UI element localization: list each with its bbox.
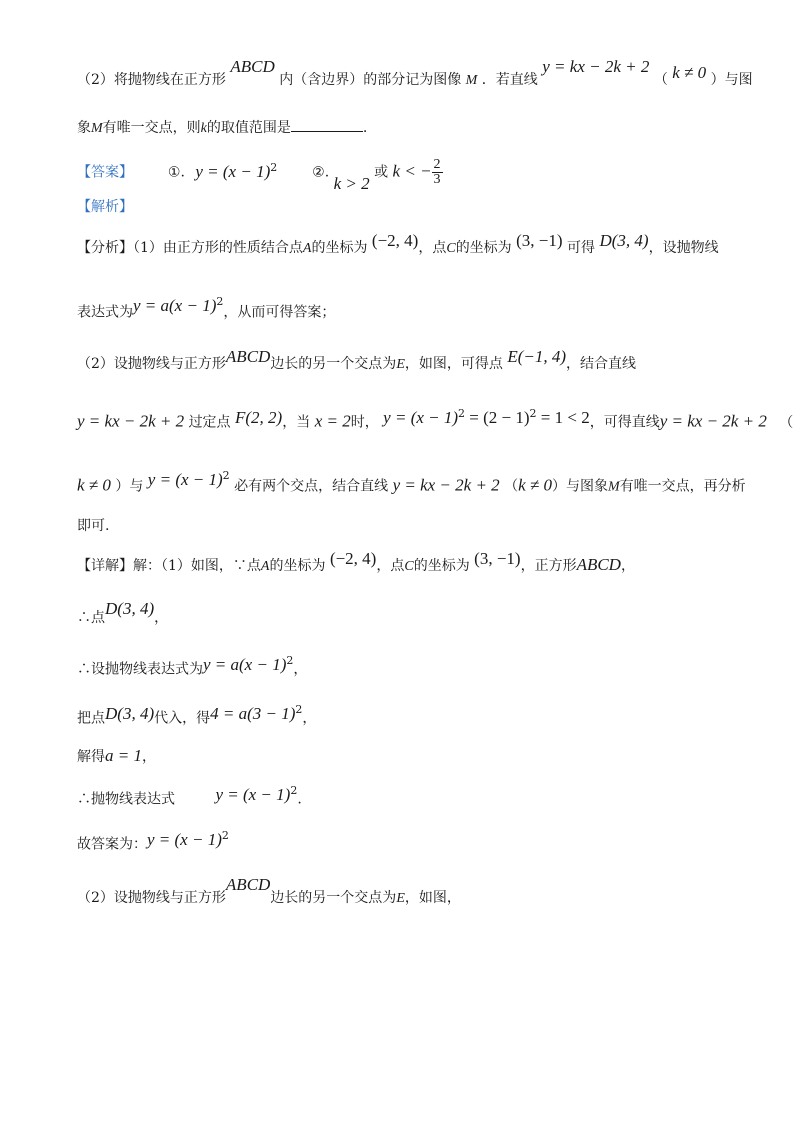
text: （2）设抛物线与正方形 (77, 356, 226, 372)
math-point: D(3, 4) (599, 231, 649, 250)
detail-line8 (77, 875, 461, 906)
denominator: 3 (433, 172, 441, 187)
fraction (432, 158, 443, 187)
math-var: C (446, 241, 456, 256)
math-condition: k ≠ 0 (518, 475, 553, 495)
math-point: D(3, 4) (105, 599, 155, 618)
math-point: F(2, 2) (235, 407, 283, 427)
exponent: 2 (222, 469, 230, 482)
text: （2）将抛物线在正方形 (77, 72, 226, 88)
math-point: D(3, 4) (105, 703, 155, 723)
math-expression: a = 1 (105, 746, 142, 765)
math-expression: y = (x − 1) (215, 784, 291, 804)
text: ，可得直线 (589, 414, 660, 431)
analysis-line4 (77, 407, 794, 431)
text: 的坐标为 (311, 240, 368, 256)
text: 代入，得 (154, 710, 211, 727)
text: （2）设抛物线与正方形 (77, 890, 226, 906)
text: ，正方形 (520, 558, 577, 574)
text: （ (653, 72, 668, 88)
math-answer-1: y = (x − 1) (195, 161, 271, 181)
text: （ (779, 414, 794, 431)
detail-line2 (77, 599, 169, 626)
math-condition: k ≠ 0 (672, 63, 707, 82)
text: ，如图，可得点 (404, 356, 503, 372)
math-expression: y = a(x − 1) (133, 295, 217, 315)
math-var: E (396, 357, 405, 372)
text: ，设抛物线 (648, 240, 719, 256)
math-expression: y = (x − 1) (383, 407, 459, 427)
math-expression: = 1 < 2 (536, 407, 590, 427)
text: 时， (350, 414, 379, 431)
text: ）与 (115, 478, 144, 495)
detail-line3 (77, 654, 308, 678)
math-expression: y = (x − 1) (147, 469, 223, 489)
text: ，当 (282, 414, 311, 431)
math-var: E (396, 891, 405, 906)
text: 边长的另一个交点为 (270, 890, 397, 906)
text: ，如图， (404, 890, 461, 906)
exponent: 2 (290, 784, 298, 797)
exponent: 2 (286, 654, 294, 667)
math-var: A (302, 241, 312, 256)
detail-line1 (77, 549, 635, 574)
math-var: A (260, 559, 270, 574)
text: 象 (77, 120, 91, 136)
text: 或 (374, 164, 389, 181)
text: 必有两个交点，结合直线 (234, 478, 389, 495)
text: ， (302, 710, 317, 727)
math-line-equation: y = kx − 2k + 2 (542, 57, 650, 76)
text: ，结合直线 (566, 356, 637, 372)
exponent: 2 (221, 829, 229, 842)
text: ， (620, 558, 635, 574)
text: ∴设抛物线表达式为 (77, 661, 203, 678)
math-var: C (404, 559, 414, 574)
exponent: 2 (295, 703, 303, 716)
text: 把点 (77, 710, 105, 727)
text: 可得 (567, 240, 596, 256)
answer-index: ②. (312, 164, 330, 181)
text: ， (154, 610, 169, 626)
exponent: 2 (529, 407, 537, 420)
math-point: (3, −1) (474, 549, 521, 568)
detail-line7 (77, 829, 229, 853)
text: 【详解】解：（1）如图，∵点 (77, 558, 261, 574)
text: . (362, 120, 368, 136)
math-expression: 4 = a(3 − 1) (210, 703, 296, 723)
text: ∴点 (77, 610, 105, 626)
numerator: 2 (433, 157, 441, 172)
answer-line (77, 157, 443, 193)
math-line-equation: y = kx − 2k + 2 (659, 411, 767, 431)
math-expression: y = a(x − 1) (203, 654, 287, 674)
math-expression: x = 2 (314, 411, 351, 431)
analysis-line1 (77, 231, 719, 256)
math-square-name: ABCD (230, 57, 275, 76)
answer-blank (291, 119, 363, 132)
text: ．若直线 (481, 72, 538, 88)
answer-tag: 【答案】 (77, 164, 133, 181)
text: 有唯一交点，再分析 (619, 478, 746, 495)
math-expression: = (2 − 1) (465, 407, 530, 427)
detail-line4 (77, 703, 317, 727)
math-var: k (200, 121, 207, 136)
analysis-line5 (77, 469, 746, 495)
text: ，点 (418, 240, 447, 256)
analysis-line6: 即可. (77, 518, 110, 534)
text: 边长的另一个交点为 (270, 356, 397, 372)
math-point: E(−1, 4) (507, 347, 567, 366)
answer-index: ①. (167, 164, 185, 181)
detail-line5 (77, 747, 156, 764)
math-line-equation: y = kx − 2k + 2 (392, 475, 500, 495)
text: 的坐标为 (455, 240, 512, 256)
math-square-name: ABCD (225, 347, 271, 366)
text: （ (504, 478, 519, 495)
text: ）与图象 (552, 478, 609, 495)
text: ）与图 (710, 72, 753, 88)
text: . (297, 791, 302, 808)
text: 内（含边界）的部分记为图像 (279, 72, 462, 88)
text: 的坐标为 (269, 558, 326, 574)
text: 表达式为 (77, 304, 133, 321)
text: 解得 (77, 749, 105, 765)
text: 故答案为： (77, 836, 147, 853)
math-answer-2b: k < − (392, 161, 432, 181)
text: ，从而可得答案； (223, 304, 336, 321)
detail-line6 (77, 784, 302, 808)
math-var: M (465, 73, 478, 88)
math-point: (−2, 4) (371, 231, 419, 250)
math-point: (−2, 4) (329, 549, 377, 568)
math-square-name: ABCD (576, 555, 621, 574)
analysis-tag: 【解析】 (77, 199, 133, 215)
text: 的取值范围是 (206, 120, 291, 136)
math-expression: y = (x − 1) (147, 829, 222, 849)
text: 【分析】（1）由正方形的性质结合点 (77, 240, 303, 256)
exponent: 2 (270, 160, 278, 174)
math-var: M (608, 479, 620, 495)
math-square-name: ABCD (225, 875, 271, 894)
text: ，点 (376, 558, 405, 574)
text: 过定点 (188, 414, 231, 431)
math-answer-2a: k > 2 (333, 173, 370, 193)
math-line-equation: y = kx − 2k + 2 (77, 411, 185, 431)
text: 的坐标为 (413, 558, 470, 574)
exponent: 2 (458, 407, 466, 420)
math-condition: k ≠ 0 (77, 475, 111, 495)
question-part2-line1 (77, 57, 753, 88)
text: ∴抛物线表达式 (77, 791, 175, 808)
analysis-line3 (77, 347, 637, 372)
question-part2-line2 (77, 119, 367, 136)
exponent: 2 (216, 295, 224, 308)
text: ， (293, 661, 308, 678)
text: ， (141, 749, 156, 765)
text: 有唯一交点，则 (102, 120, 201, 136)
math-point: (3, −1) (516, 231, 563, 250)
analysis-line2 (77, 295, 336, 321)
math-var: M (91, 121, 103, 136)
